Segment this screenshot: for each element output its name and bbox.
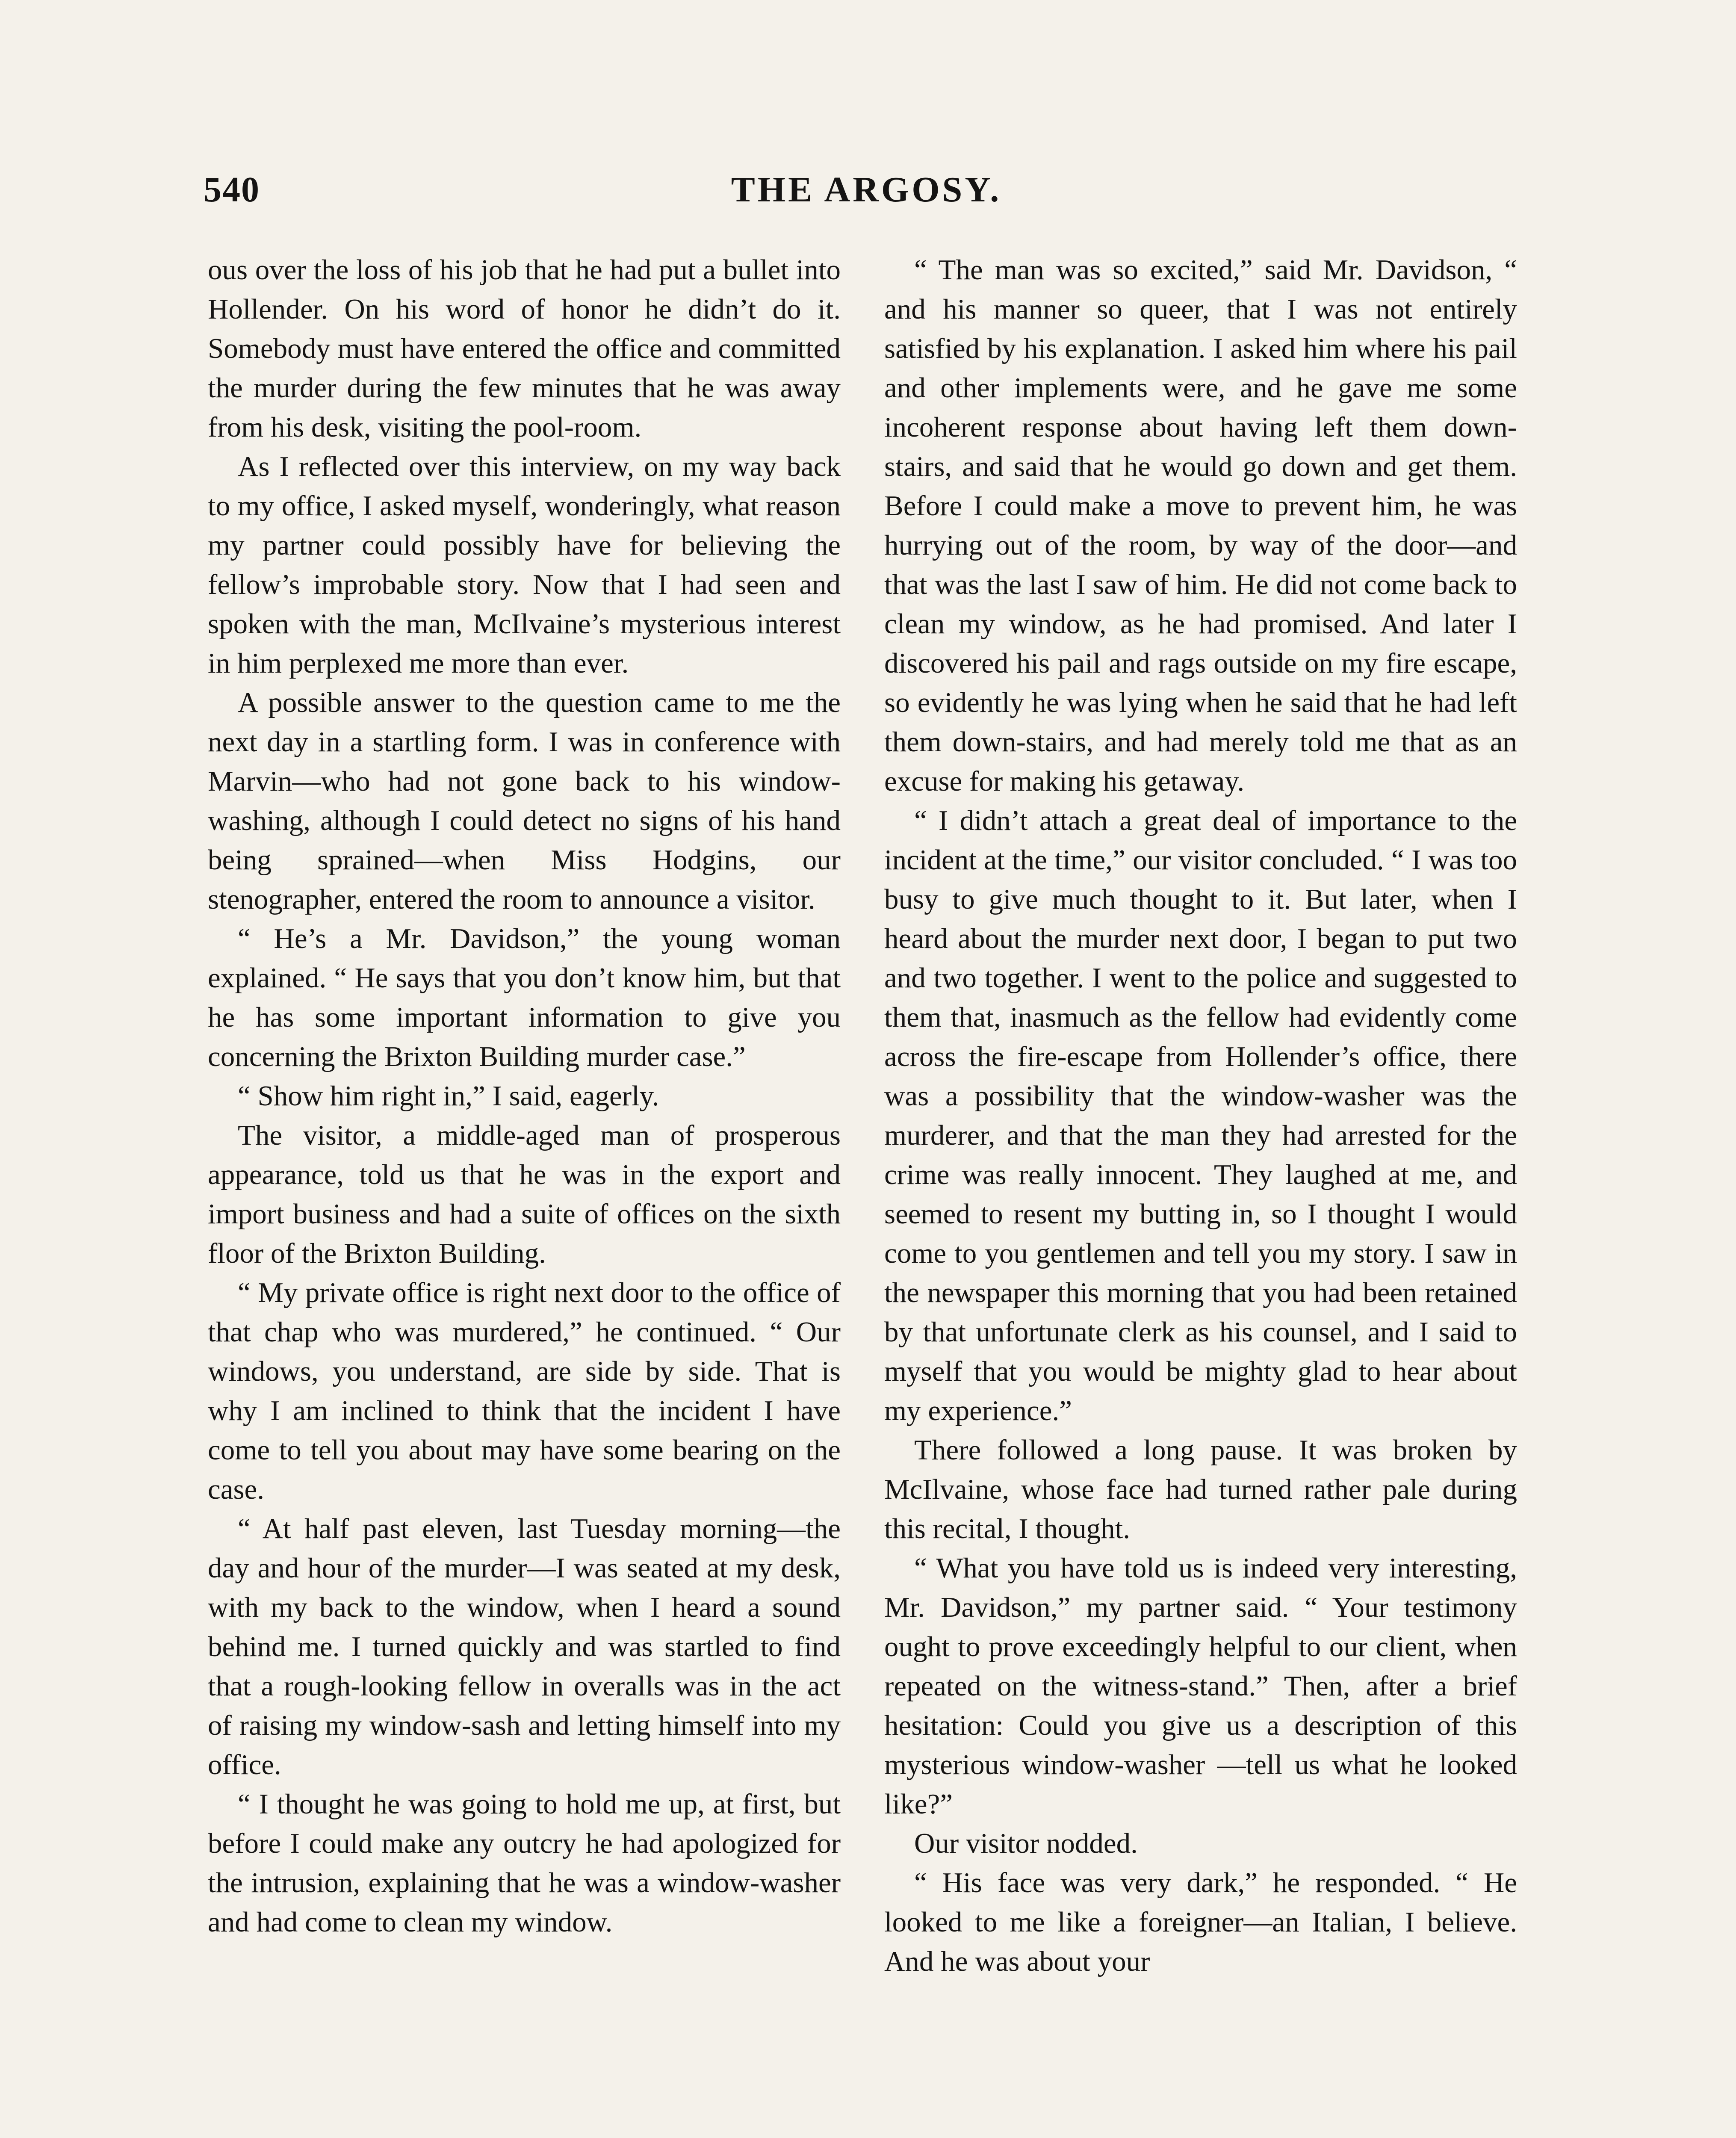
paragraph: “ His face was very dark,” he responded. “ He looked to me like a foreigner—an Italian, I believe. And he was about your [884,1867,1517,1977]
paragraph: Our visitor nodded. [914,1828,1138,1859]
paragraph: The visitor, a middle-aged man of prosperous appearance, told us that he was in the export and import business and had a suite of offices on the sixth floor of the Brixton Building. [208,1119,841,1269]
paragraph: “ What you have told us is indeed very interesting, Mr. Davidson,” my partner said. “ Your testimony ought to prove exceedingly helpful to our client, when repeated on the witness-stand.” Then, after a brief hesitation: Could you give us a description of this mysterious window-washer —tell us what he looked like?” [884,1552,1517,1820]
page-number: 540 [204,170,260,210]
paragraph: As I reflected over this interview, on my way back to my office, I asked myself, wonderingly, what reason my partner could possibly have for believing the fellow’s improbable story. Now that I had seen and spoken with the man, McIlvaine’s mysterious interest in him perplexed me more than ever. [208,451,841,679]
paragraph: ous over the loss of his job that he had put a bullet into Hollender. On his word of honor he didn’t do it. Somebody must have entered the office and committed the murder during the few minutes that he was away from his desk, visiting the pool-room. [208,254,841,443]
paragraph: There followed a long pause. It was broken by McIlvaine, whose face had turned rather pale during this recital, I thought. [884,1434,1517,1544]
paragraph: “ At half past eleven, last Tuesday morning—the day and hour of the murder—I was seated at my desk, with my back to the window, when I heard a sound behind me. I turned quickly and was startled to find that a rough-looking fellow in overalls was in the act of raising my window-sash and letting himself into my office. [208,1513,841,1781]
paragraph: “ I didn’t attach a great deal of importance to the incident at the time,” our visitor concluded. “ I was too busy to give much thought to it. But later, when I heard about the murder next door, I began to put two and two together. I went to the police and suggested to them that, inasmuch as the fellow had evidently come across the fire-escape from Hollender’s office, there was a possibility that the window-washer was the murderer, and that the man they had arrested for the crime was really innocent. They laughed at me, and seemed to resent my butting in, so I thought I would come to you gentlemen and tell you my story. I saw in the newspaper this morning that you had been retained by that unfortunate clerk as his counsel, and I said to myself that you would be mighty glad to hear about my experience.” [884,805,1517,1426]
right-column [884,250,1517,2138]
paragraph: A possible answer to the question came to me the next day in a startling form. I was in conference with Marvin—who had not gone back to his window-washing, although I could detect no signs of his hand being sprained—when Miss Hodgins, our stenographer, entered the room to announce a visitor. [208,687,841,915]
page-header [204,169,1529,220]
paragraph: “ The man was so excited,” said Mr. Davidson, “ and his manner so queer, that I was not entirely satisfied by his explanation. I asked him where his pail and other implements were, and he gave me some incoherent response about having left them down-stairs, and said that he would go down and get them. Before I could make a move to prevent him, he was hurrying out of the room, by way of the door—and that was the last I saw of him. He did not come back to clean my window, as he had promised. And later I discovered his pail and rags outside on my fire escape, so evidently he was lying when he said that he had left them down-stairs, and had merely told me that as an excuse for making his getaway. [884,254,1517,797]
paragraph: “ He’s a Mr. Davidson,” the young woman explained. “ He says that you don’t know him, but that he has some important information to give you concerning the Brixton Building murder case.” [208,923,841,1072]
paragraph: “ I thought he was going to hold me up, at first, but before I could make any outcry he had apologized for the intrusion, explaining that he was a window-washer and had come to clean my window. [208,1788,841,1938]
running-title: THE ARGOSY. [731,170,1002,210]
left-column [208,250,841,2138]
paragraph: “ My private office is right next door to the office of that chap who was murdered,” he continued. “ Our windows, you understand, are side by side. That is why I am inclined to think that the incident I have come to tell you about may have some bearing on the case. [208,1277,841,1505]
paragraph: “ Show him right in,” I said, eagerly. [238,1080,659,1112]
